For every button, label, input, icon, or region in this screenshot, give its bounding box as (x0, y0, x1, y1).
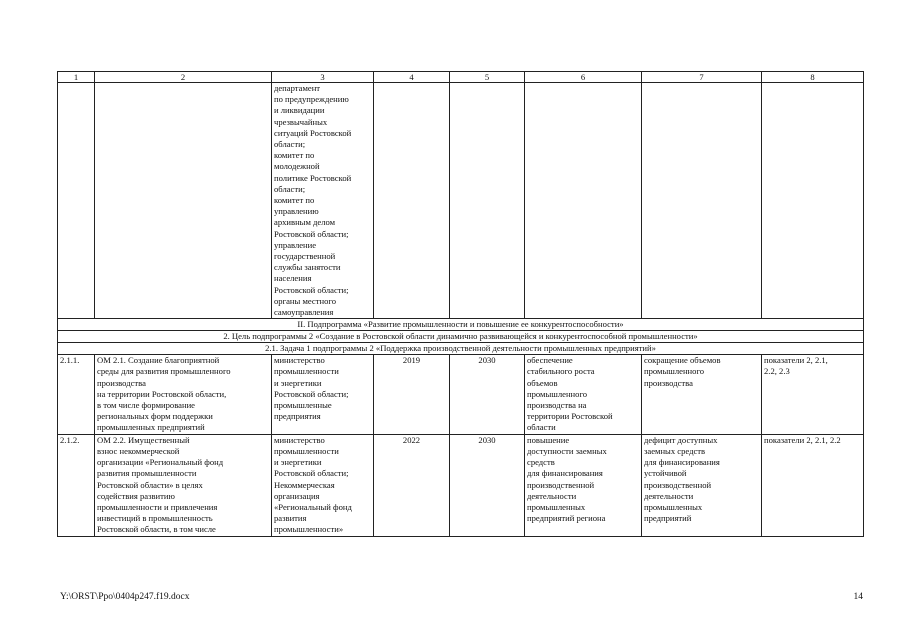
consequence-cell: сокращение объемов промышленного производства (642, 355, 762, 434)
start-year: 2019 (374, 355, 450, 434)
header-row (58, 72, 864, 83)
file-path: Y:\ORST\Ppo\0404p247.f19.docx (60, 592, 190, 602)
header-cell-2: 2 (95, 72, 272, 83)
empty-cell (642, 83, 762, 319)
continuation-row (58, 83, 864, 319)
executor-cell: министерство промышленности и энергетики Ростовской области; промышленные предприятия (272, 355, 374, 434)
page-number: 14 (853, 592, 863, 602)
table-row (58, 434, 864, 536)
header-cell-8: 8 (762, 72, 864, 83)
empty-cell (374, 83, 450, 319)
header-cell-4: 4 (374, 72, 450, 83)
expected-result: повышение доступности заемных средств для финансирования производственной деятельности промышленных предприятий региона (525, 434, 642, 536)
end-year: 2030 (450, 434, 525, 536)
empty-cell (525, 83, 642, 319)
header-cell-7: 7 (642, 72, 762, 83)
goal-heading: 2. Цель подпрограммы 2 «Создание в Ростовской области динамично развивающейся и конкурентоспособной промышленности» (58, 331, 864, 343)
header-cell-6: 6 (525, 72, 642, 83)
row-number: 2.1.2. (58, 434, 95, 536)
empty-cell (450, 83, 525, 319)
end-year: 2030 (450, 355, 525, 434)
measure-name: ОМ 2.1. Создание благоприятной среды для развития промышленного производства на территории Ростовской области, в том числе формирование региональных форм поддержки промышленных предприятий (95, 355, 272, 434)
table-row (58, 355, 864, 434)
empty-cell (762, 83, 864, 319)
header-cell-5: 5 (450, 72, 525, 83)
executor-continuation-cell: департамент по предупреждению и ликвидации чрезвычайных ситуаций Ростовской области; комитет по молодежной политике Ростовской области; комитет по управлению архивным делом Ростовской области; управление государственной службы занятости населения Ростовской области; органы местного самоуправления (272, 83, 374, 319)
header-cell-1: 1 (58, 72, 95, 83)
expected-result: обеспечение стабильного роста объемов промышленного производства на территории Ростовской области (525, 355, 642, 434)
consequence-cell: дефицит доступных заемных средств для финансирования устойчивой производственной деятельности промышленных предприятий (642, 434, 762, 536)
empty-cell (95, 83, 272, 319)
executor-cell: министерство промышленности и энергетики Ростовской области; Некоммерческая организация «Региональный фонд развития промышленности» (272, 434, 374, 536)
section-row (58, 331, 864, 343)
subprogram-heading: II. Подпрограмма «Развитие промышленности и повышение ее конкурентоспособности» (58, 319, 864, 331)
measure-name: ОМ 2.2. Имущественный взнос некоммерческой организации «Региональный фонд развития промышленности Ростовской области» в целях содействия развитию промышленности и привлечения инвестиций в промышленность Ростовской области, в том числе (95, 434, 272, 536)
empty-cell (58, 83, 95, 319)
document-table (57, 71, 864, 537)
section-row (58, 343, 864, 355)
header-cell-3: 3 (272, 72, 374, 83)
section-row (58, 319, 864, 331)
indicators-cell: показатели 2, 2.1, 2.2, 2.3 (762, 355, 864, 434)
start-year: 2022 (374, 434, 450, 536)
task-heading: 2.1. Задача 1 подпрограммы 2 «Поддержка производственной деятельности промышленных предприятий» (58, 343, 864, 355)
indicators-cell: показатели 2, 2.1, 2.2 (762, 434, 864, 536)
row-number: 2.1.1. (58, 355, 95, 434)
